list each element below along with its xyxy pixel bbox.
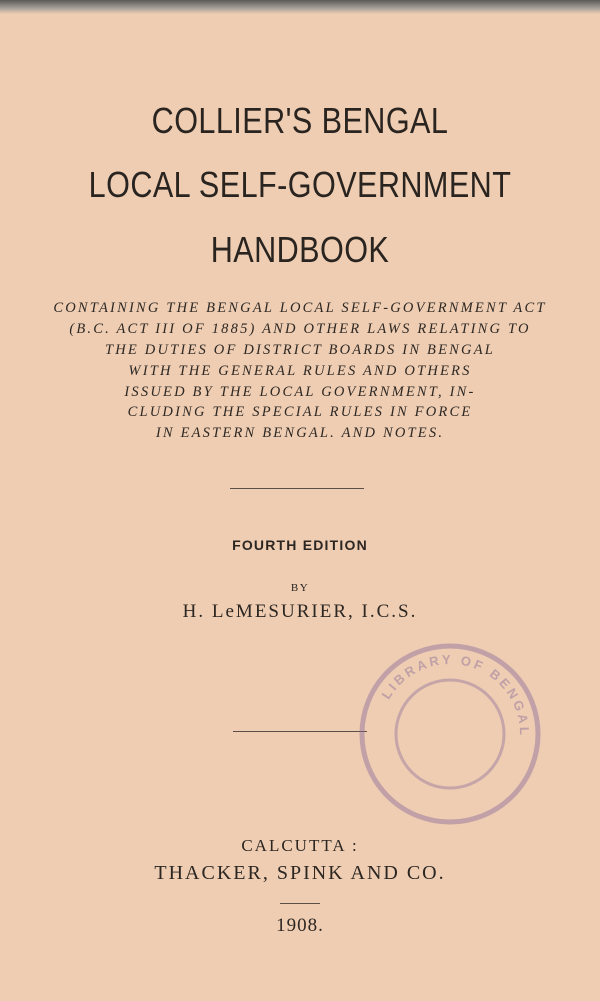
page-top-edge [0, 0, 600, 14]
edition-label: FOURTH EDITION [232, 537, 368, 553]
subtitle-line-7: IN EASTERN BENGAL. AND NOTES. [155, 425, 445, 441]
subtitle-line-5: ISSUED BY THE LOCAL GOVERNMENT, IN- [124, 384, 476, 400]
subtitle-line-3: THE DUTIES OF DISTRICT BOARDS IN BENGAL [104, 342, 496, 358]
library-stamp [352, 636, 548, 832]
subtitle-line-1: CONTAINING THE BENGAL LOCAL SELF-GOVERNMENT ACT [53, 300, 547, 316]
divider-rule-upper [230, 488, 364, 489]
divider-rule-short [280, 903, 320, 904]
author-name: H. LeMESURIER, I.C.S. [182, 601, 418, 622]
subtitle-line-2: (B.C. ACT III OF 1885) AND OTHER LAWS RELATING TO [69, 321, 531, 337]
stamp-text: LIBRARY OF BENGAL [378, 651, 533, 739]
publication-place: CALCUTTA : [241, 836, 359, 855]
divider-rule-lower [233, 731, 367, 732]
publisher-name: THACKER, SPINK AND CO. [154, 862, 446, 884]
title-line-1: COLLIER'S BENGAL [151, 100, 449, 141]
title-line-2: LOCAL SELF-GOVERNMENT [88, 164, 512, 205]
publication-year: 1908. [276, 915, 324, 936]
subtitle-line-6: CLUDING THE SPECIAL RULES IN FORCE [127, 404, 473, 420]
svg-text:LIBRARY OF BENGAL [378, 652, 532, 738]
title-line-3: HANDBOOK [210, 229, 390, 270]
by-label: BY [290, 582, 310, 594]
subtitle-line-4: WITH THE GENERAL RULES AND OTHERS [128, 363, 472, 379]
